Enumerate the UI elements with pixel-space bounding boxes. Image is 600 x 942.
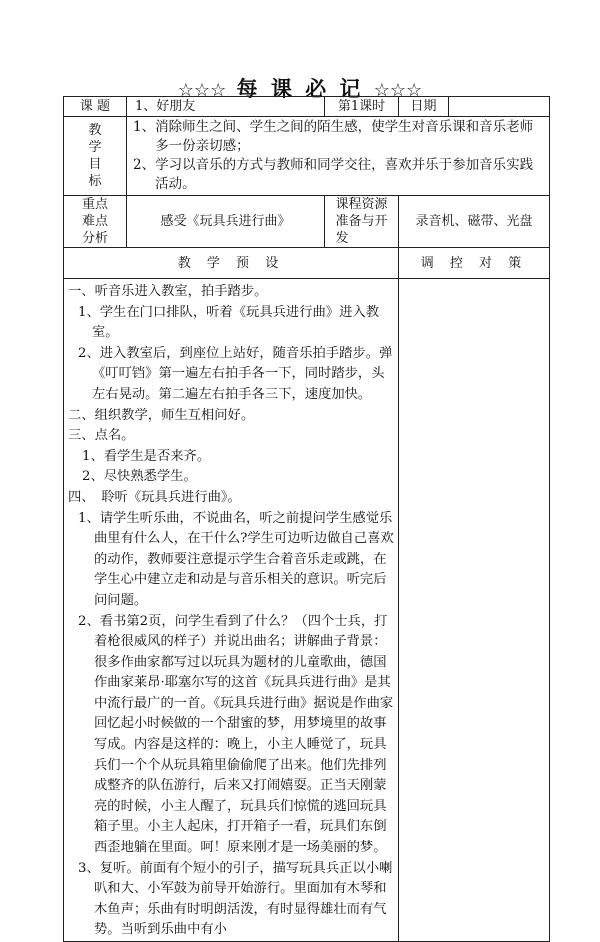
adjust-column-header: 调 控 对 策 bbox=[399, 248, 550, 279]
plan-line: 2、进入教室后，到座位上站好，随音乐拍手踏步。弹《叮叮铛》第一遍左右拍手各一下，同时踏步，头左右晃动。第二遍左右拍手各三下，速度加快。 bbox=[78, 345, 393, 402]
focus-label-cell bbox=[64, 196, 127, 248]
title-stars-left: ☆☆☆ bbox=[177, 80, 227, 101]
resource-value: 录音机、磁带、光盘 bbox=[399, 196, 550, 248]
topic-value: 1、好朋友 bbox=[127, 97, 325, 117]
plan-line: 三、点名。 bbox=[68, 428, 135, 444]
plan-line: 2、看书第2页，问学生看到了什么？（四个士兵，打着枪很威风的样子）并说出曲名；讲解曲子背景：很多作曲家都写过以玩具为题材的儿童歌曲，德国作曲家莱昂·耶塞尔写的这首《玩具兵进行曲》是其中流行最广的一首。《玩具兵进行曲》据说是作曲家回忆起小时候做的一个甜蜜的梦，用梦境里的故事写成。内容是这样的：晚上，小主人睡觉了，玩具兵们一个个从玩具箱里偷偷爬了出来。他们先排列成整齐的队伍游行，后来又打闹嬉耍。正当天刚蒙亮的时候，小主人醒了，玩具兵们惊慌的逃回玩具箱子里。小主人起床，打开箱子一看，玩具们东倒西歪地躺在里面。呵！原来刚才是一场美丽的梦。 bbox=[78, 613, 394, 856]
objectives-label-cell bbox=[64, 117, 127, 196]
date-label: 日期 bbox=[399, 97, 449, 117]
plan-line: 四、 聆听《玩具兵进行曲》。 bbox=[68, 489, 241, 505]
plan-content bbox=[64, 279, 399, 942]
objective-number: 1、 bbox=[133, 119, 156, 135]
objectives-list bbox=[127, 117, 550, 196]
plan-line: 1、学生在门口排队，听着《玩具兵进行曲》进入教室。 bbox=[78, 304, 379, 341]
title-text: 每 课 必 记 bbox=[236, 76, 364, 101]
objective-number: 2、 bbox=[133, 157, 156, 173]
objective-item bbox=[133, 156, 545, 194]
resource-label-cell bbox=[325, 196, 399, 248]
objective-text: 学习以音乐的方式与教师和同学交往，喜欢并乐于参加音乐实践活动。 bbox=[155, 157, 534, 192]
period-value: 第1课时 bbox=[325, 97, 399, 117]
plan-line: 3、复听。前面有个短小的引子，描写玩具兵正以小喇叭和大、小军鼓为前导开始游行。里面加有木琴和木鱼声；乐曲有时明朗活泼，有时显得雄壮而有气势。当听到乐曲中有小 bbox=[78, 860, 393, 938]
adjust-content bbox=[399, 279, 550, 942]
plan-line: 2、尽快熟悉学生。 bbox=[82, 469, 197, 485]
plan-line: 1、请学生听乐曲，不说曲名，听之前提问学生感觉乐曲里有什么人，在干什么?学生可边听边做自己喜欢的动作，教师要注意提示学生合着音乐走或跳，在学生心中建立走和动是与音乐相关的意识。听完后问问题。 bbox=[78, 510, 394, 608]
topic-label: 课 题 bbox=[64, 97, 127, 117]
focus-value: 感受《玩具兵进行曲》 bbox=[127, 196, 325, 248]
resource-label: 课程资源准备与开发 bbox=[335, 197, 388, 246]
focus-label: 重点难点分析 bbox=[81, 197, 108, 246]
plan-column-header: 教 学 预 设 bbox=[64, 248, 399, 279]
objective-item bbox=[133, 118, 545, 156]
date-value bbox=[449, 97, 550, 117]
plan-line: 1、看学生是否来齐。 bbox=[82, 448, 211, 464]
plan-line: 一、听音乐进入教室，拍手踏步。 bbox=[68, 284, 268, 299]
objective-text: 消除师生之间、学生之间的陌生感，使学生对音乐课和音乐老师多一份亲切感； bbox=[155, 119, 534, 154]
lesson-table bbox=[63, 96, 550, 942]
objectives-label: 教学目标 bbox=[88, 123, 102, 189]
plan-line: 二、组织教学，师生互相问好。 bbox=[68, 407, 255, 423]
title-stars-right: ☆☆☆ bbox=[373, 80, 423, 101]
